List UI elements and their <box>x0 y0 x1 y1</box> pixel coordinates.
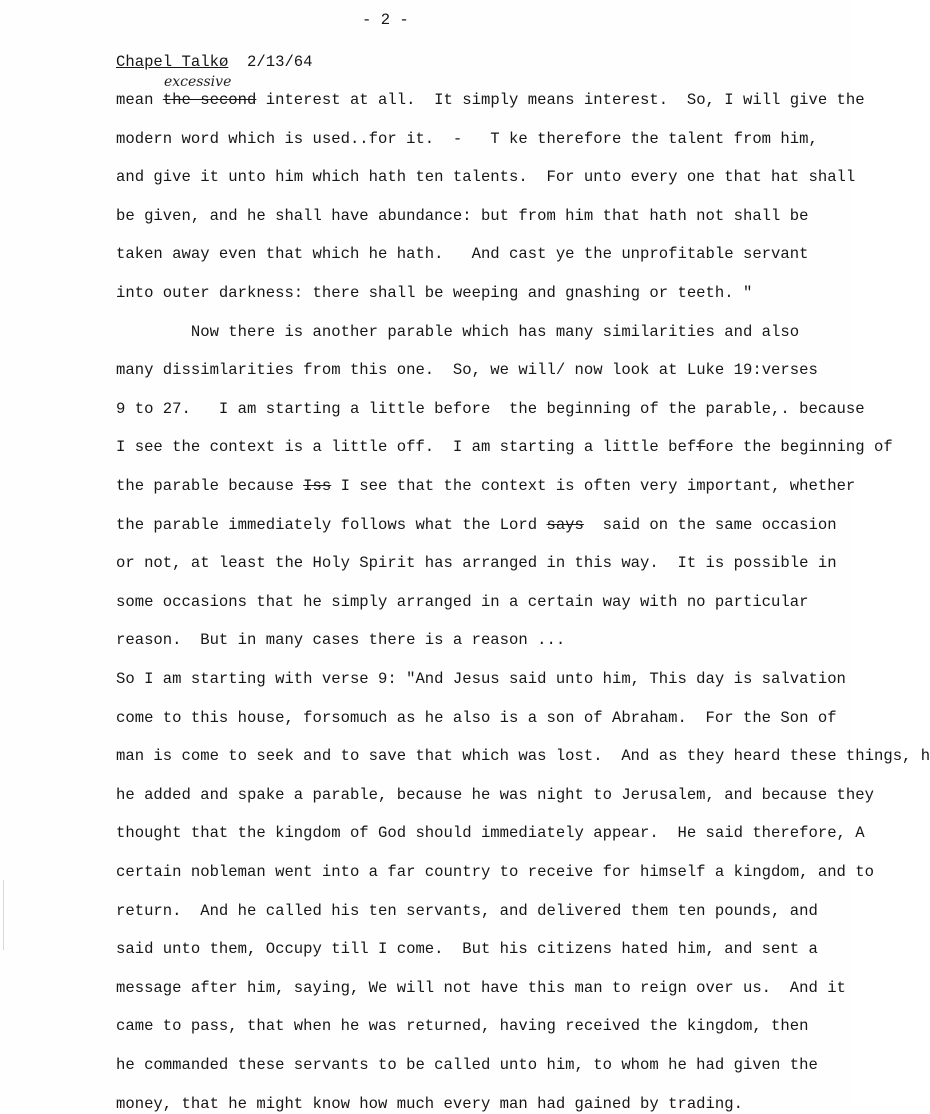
text-segment: came to pass, that when he was returned, having received the kingdom, then <box>116 1017 809 1035</box>
text-segment: I see the context is a little off. I am starting a little bef <box>116 438 697 456</box>
text-segment: or not, at least the Holy Spirit has arranged in this way. It is possible in <box>116 554 837 572</box>
text-segment: many dissimlarities from this one. So, we will <box>116 361 556 379</box>
text-segment: money, that he might know how much every man had gained by trading. <box>116 1095 743 1113</box>
ink-mark: / <box>555 361 566 379</box>
struck-text: f <box>696 438 706 456</box>
text-segment: taken away even that which he hath. And cast ye the unprofitable servant <box>116 245 809 263</box>
text-segment: thought that the kingdom of God should immediately appear. He said therefore, A <box>116 824 865 842</box>
text-segment: into outer darkness: there shall be weeping and gnashing or teeth. " <box>116 284 753 302</box>
text-segment: the parable because <box>116 477 304 495</box>
text-segment: he commanded these servants to be called unto him, to whom he had given the <box>116 1056 818 1074</box>
text-segment: some occasions that he simply arranged in a certain way with no particular <box>116 593 809 611</box>
scan-edge-mark <box>3 880 4 950</box>
text-segment: modern word which is used..for it. - T ke therefore the talent from him, <box>116 130 818 148</box>
struck-text: says <box>546 516 584 534</box>
text-line <box>116 978 846 998</box>
text-segment: 9 to 27. I am starting a little before the beginning of the parable <box>116 400 772 418</box>
struck-text: Iss <box>303 477 332 495</box>
text-segment: he added and spake a parable, because he was night to Jerusalem, and because they <box>116 786 874 804</box>
text-segment: whether <box>780 477 856 495</box>
text-segment: come to this house, forsomuch as he also is a son of Abraham. For the Son of <box>116 709 837 727</box>
text-segment: return. And he called his ten servants, and delivered them ten pounds, and <box>116 902 818 920</box>
text-line <box>116 823 865 843</box>
text-line <box>116 708 837 728</box>
text-line <box>116 129 818 149</box>
text-segment: man is come to seek and to save that which was lost. And as they heard these things, h <box>116 747 930 765</box>
text-line <box>116 90 865 110</box>
page-header <box>116 52 313 72</box>
text-line <box>116 862 874 882</box>
text-line <box>116 437 893 457</box>
header-title: Chapel Talk <box>116 53 219 71</box>
text-segment: said on the same occasion <box>583 516 837 534</box>
text-segment: interest at all. It simply means interest. So, I will give the <box>256 91 865 109</box>
text-segment: ore the beginning of <box>705 438 893 456</box>
text-line <box>116 669 846 689</box>
text-line <box>116 244 808 264</box>
text-line <box>116 630 565 650</box>
header-correction-mark: ø <box>218 53 229 71</box>
text-segment: be given, and he shall have abundance: but from him that hath not shall be <box>116 207 809 225</box>
text-line <box>116 206 808 226</box>
text-segment: I see that the context is often very important <box>331 477 772 495</box>
text-segment: So I am starting with verse 9: "And Jesus said unto him, This day is salvation <box>116 670 846 688</box>
text-segment: mean <box>116 91 163 109</box>
text-line <box>116 1055 818 1075</box>
text-line <box>116 167 855 187</box>
text-segment: the parable immediately follows what the Lord <box>116 516 547 534</box>
text-line <box>116 515 837 535</box>
text-line <box>116 553 837 573</box>
text-line <box>116 476 855 496</box>
text-segment: Now there is another parable which has many similarities and also <box>116 323 800 341</box>
text-segment: now look at Luke 19:verses <box>565 361 818 379</box>
text-line <box>116 1016 808 1036</box>
page-number: - 2 - <box>362 11 409 29</box>
text-segment: because <box>789 400 865 418</box>
text-line <box>116 785 874 805</box>
text-line <box>116 360 818 380</box>
text-line <box>116 399 865 419</box>
header-date: 2/13/64 <box>247 53 313 71</box>
text-line <box>116 592 808 612</box>
ink-mark: ,. <box>771 400 790 418</box>
text-line <box>116 322 799 342</box>
text-segment: message after him, saying, We will not have this man to reign over us. And it <box>116 979 846 997</box>
text-segment: certain nobleman went into a far country to receive for himself a kingdom, and to <box>116 863 874 881</box>
struck-text: the second <box>162 91 257 109</box>
text-segment: and give it unto him which hath ten talents. For unto every one that hat shall <box>116 168 856 186</box>
text-segment: reason. But in many cases there is a reason ... <box>116 631 566 649</box>
text-line <box>116 283 752 303</box>
text-line <box>116 939 818 959</box>
text-line <box>116 1094 743 1114</box>
handwritten-insertion: excessive <box>164 74 232 90</box>
text-segment: said unto them, Occupy till I come. But his citizens hated him, and sent a <box>116 940 818 958</box>
text-line <box>116 901 818 921</box>
ink-mark: , <box>771 477 781 495</box>
text-line <box>116 746 930 766</box>
